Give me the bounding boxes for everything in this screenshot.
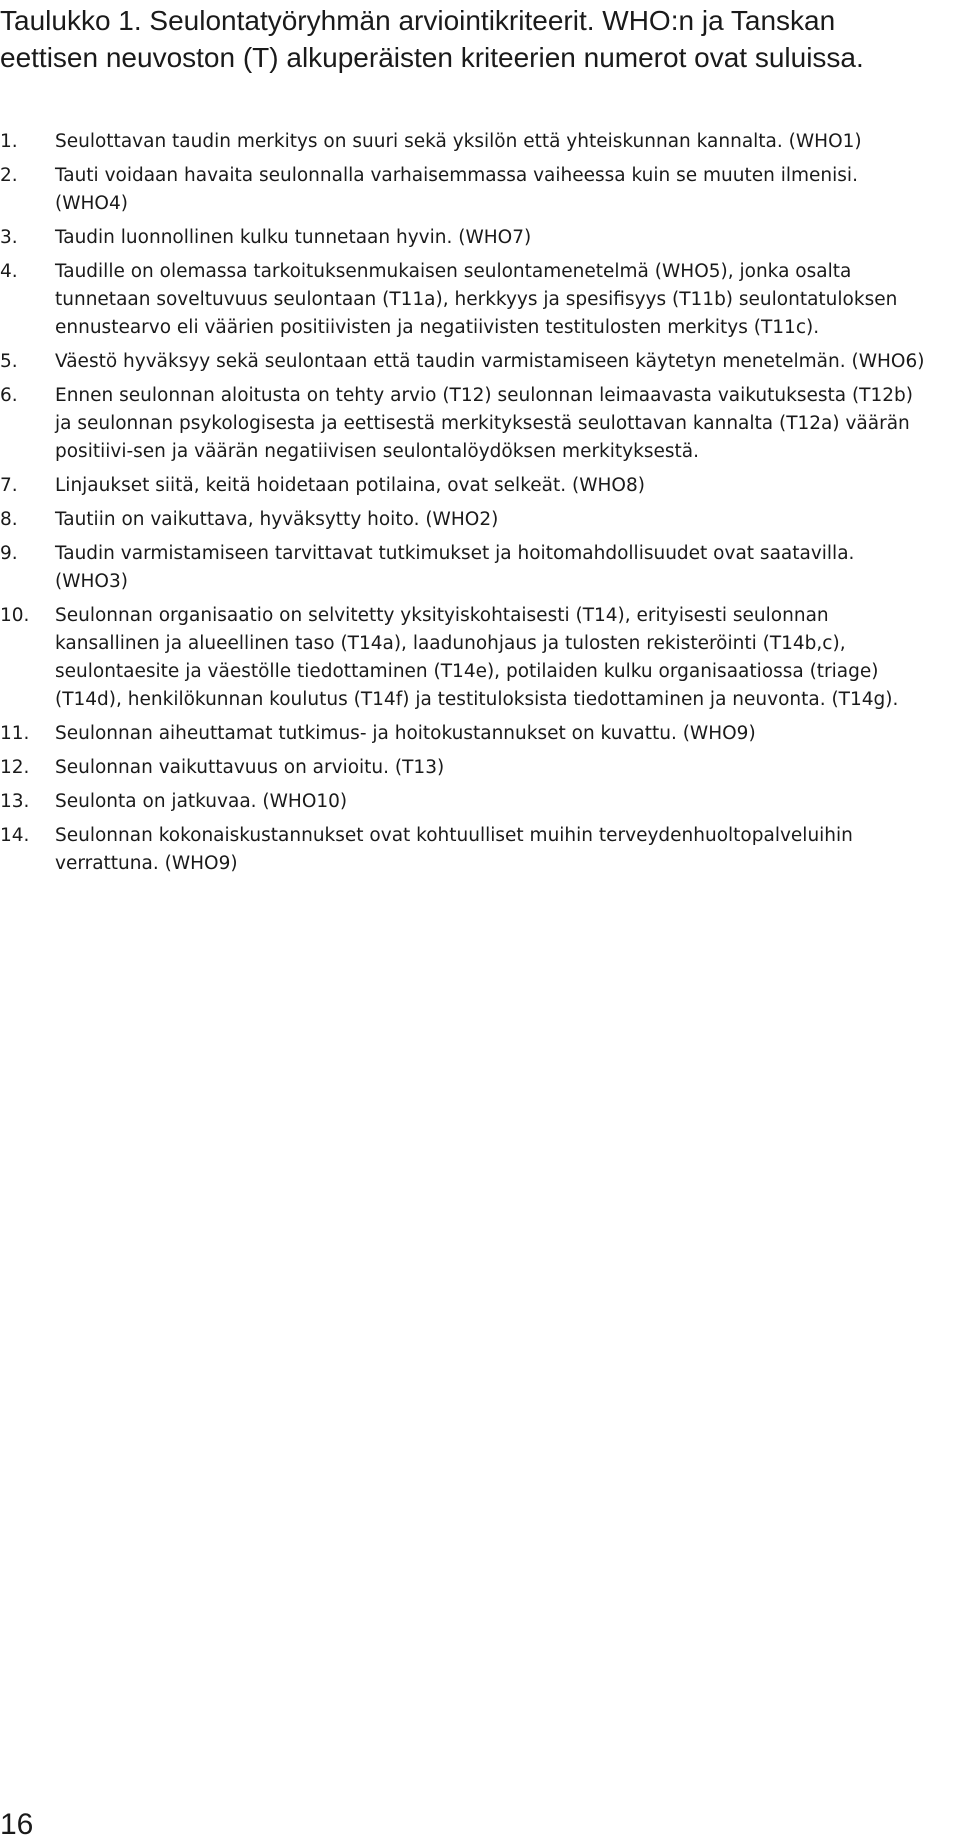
criteria-item <box>0 602 930 714</box>
criteria-item <box>0 348 930 376</box>
criteria-text: Linjaukset siitä, keitä hoidetaan potilaina, ovat selkeät. (WHO8) <box>55 475 645 496</box>
table-caption: Taulukko 1. Seulontatyöryhmän arviointikriteerit. WHO:n ja Tanskan eettisen neuvoston (T) alkuperäisten kriteerien numerot ovat suluissa. <box>0 5 864 73</box>
criteria-number: 8. <box>0 509 18 530</box>
criteria-text: Seulonnan vaikuttavuus on arvioitu. (T13) <box>55 757 445 778</box>
criteria-number: 10. <box>0 605 30 626</box>
criteria-text: Seulonnan aiheuttamat tutkimus- ja hoitokustannukset on kuvattu. (WHO9) <box>55 723 756 744</box>
criteria-text: Tautiin on vaikuttava, hyväksytty hoito. (WHO2) <box>55 509 499 530</box>
criteria-number: 11. <box>0 723 30 744</box>
criteria-item <box>0 382 930 466</box>
criteria-item <box>0 822 930 878</box>
criteria-number: 12. <box>0 757 30 778</box>
criteria-text: Seulonta on jatkuvaa. (WHO10) <box>55 791 348 812</box>
criteria-number: 13. <box>0 791 30 812</box>
criteria-number: 5. <box>0 351 18 372</box>
criteria-number: 4. <box>0 261 18 282</box>
criteria-item <box>0 506 930 534</box>
criteria-text: Seulonnan organisaatio on selvitetty yksityiskohtaisesti (T14), erityisesti seulonnan kansallinen ja alueellinen taso (T14a), laadunohjaus ja tulosten rekisteröinti (T14b,c), seulontaesite ja väestölle tiedottaminen (T14e), potilaiden kulku organisaatiossa (triage) (T14d), henkilökunnan koulutus (T14f) ja testituloksista tiedottaminen ja neuvonta. (T14g). <box>55 605 899 710</box>
criteria-item <box>0 472 930 500</box>
criteria-text: Taudin luonnollinen kulku tunnetaan hyvin. (WHO7) <box>55 227 532 248</box>
criteria-item <box>0 540 930 596</box>
criteria-text: Väestö hyväksyy sekä seulontaan että taudin varmistamiseen käytetyn menetelmän. (WHO6) <box>55 351 925 372</box>
criteria-text: Ennen seulonnan aloitusta on tehty arvio (T12) seulonnan leimaavasta vaikutuksesta (T12b) ja seulonnan psykologisesta ja eettisestä merkityksestä seulottavan kannalta (T12a) väärän positiivi-sen ja väärän negatiivisen seulontalöydöksen merkityksestä. <box>55 385 913 462</box>
criteria-number: 14. <box>0 825 30 846</box>
criteria-item <box>0 788 930 816</box>
criteria-number: 9. <box>0 543 18 564</box>
criteria-number: 1. <box>0 131 18 152</box>
criteria-item <box>0 258 930 342</box>
criteria-item <box>0 720 930 748</box>
criteria-text: Taudille on olemassa tarkoituksenmukaisen seulontamenetelmä (WHO5), jonka osalta tunnetaan soveltuvuus seulontaan (T11a), herkkyys ja spesifisyys (T11b) seulontatuloksen ennustearvo eli väärien positiivisten ja negatiivisten testitulosten merkitys (T11c). <box>55 261 898 338</box>
criteria-item <box>0 224 930 252</box>
criteria-text: Taudin varmistamiseen tarvittavat tutkimukset ja hoitomahdollisuudet ovat saatavilla. (WHO3) <box>55 543 855 592</box>
criteria-number: 6. <box>0 385 18 406</box>
criteria-number: 3. <box>0 227 18 248</box>
criteria-text: Seulottavan taudin merkitys on suuri sekä yksilön että yhteiskunnan kannalta. (WHO1) <box>55 131 862 152</box>
criteria-text: Tauti voidaan havaita seulonnalla varhaisemmassa vaiheessa kuin se muuten ilmenisi. (WHO4) <box>55 165 858 214</box>
criteria-item <box>0 754 930 782</box>
criteria-item <box>0 128 930 156</box>
criteria-item <box>0 162 930 218</box>
criteria-list <box>0 128 930 884</box>
page-number: 16 <box>0 1808 34 1841</box>
criteria-text: Seulonnan kokonaiskustannukset ovat kohtuulliset muihin terveydenhuoltopalveluihin verrattuna. (WHO9) <box>55 825 853 874</box>
criteria-number: 2. <box>0 165 18 186</box>
criteria-number: 7. <box>0 475 18 496</box>
